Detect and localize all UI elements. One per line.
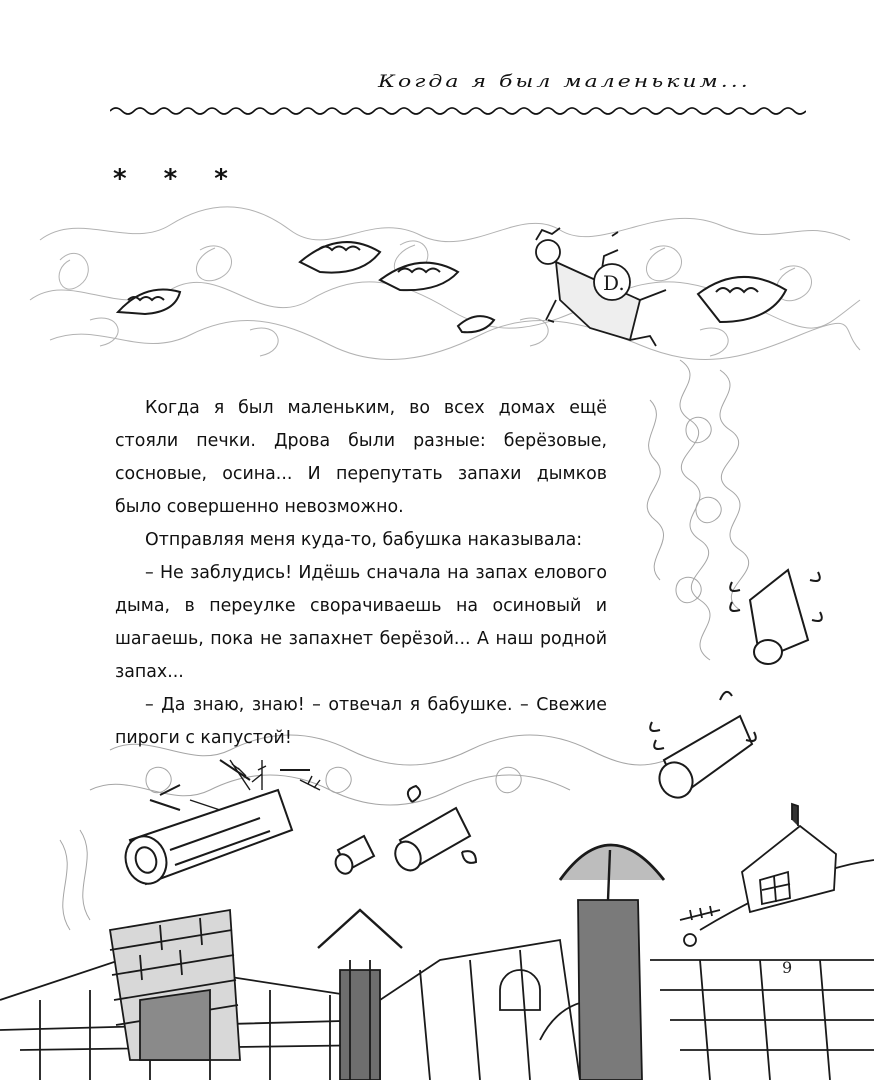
flying-grandmother-figure — [536, 228, 666, 346]
story-text — [115, 392, 607, 755]
pie-drawings — [118, 242, 786, 332]
small-house — [680, 804, 836, 946]
story-paragraph: – Не заблудись! Идёшь сначала на запах елового дыма, в переулке сворачиваешь на осиновый и шагаешь, пока не запахнет берёзой... А наш родной запах... — [115, 563, 607, 682]
story-paragraph: Когда я был маленьким, во всех домах ещё стояли печки. Дрова были разные: берёзовые, сосновые, осина... И перепутать запахи дымков было совершенно невозможно. — [115, 398, 607, 517]
smoke-column-right — [647, 360, 748, 660]
section-separator: * * * — [113, 164, 242, 194]
page-number: 9 — [782, 958, 793, 977]
chapter-title: Когда я был маленьким... — [378, 72, 751, 92]
chimneys — [110, 845, 664, 1080]
figure-letter: D. — [603, 271, 625, 295]
story-paragraph: Отправляя меня куда-то, бабушка наказывала: — [145, 530, 583, 550]
story-paragraph: – Да знаю, знаю! – отвечал я бабушке. – Свежие пироги с капустой! — [115, 695, 607, 748]
